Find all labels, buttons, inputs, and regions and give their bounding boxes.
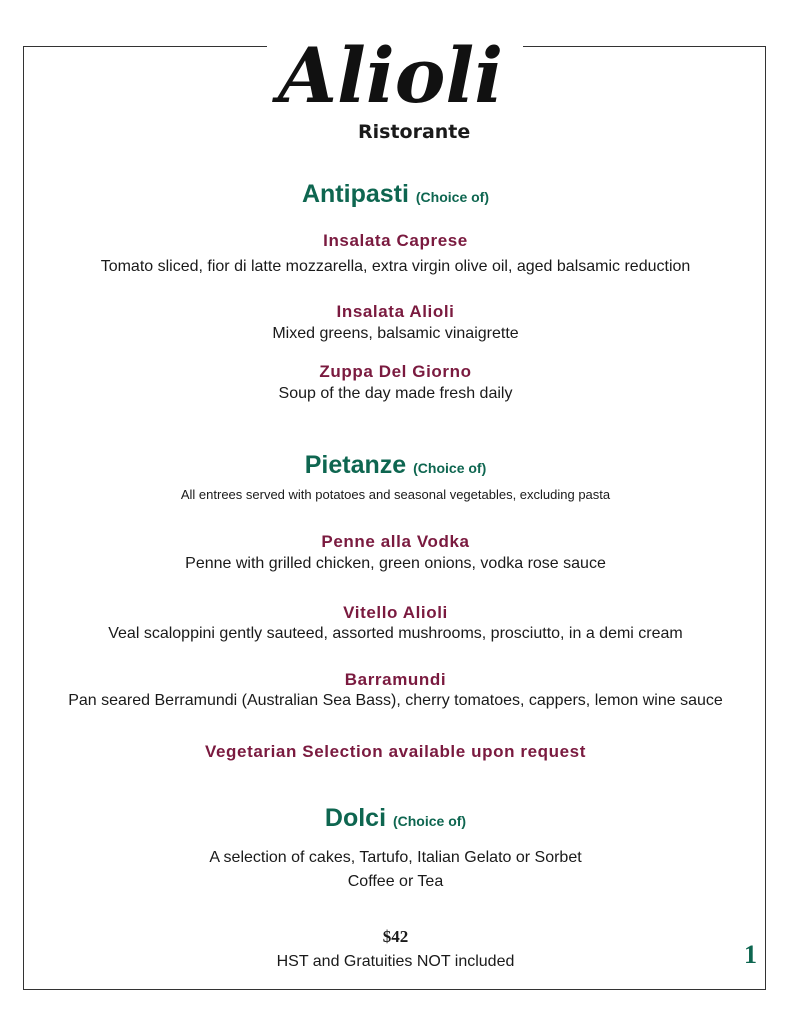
choice-note: (Choice of) [392,813,467,829]
menu-item-name: Insalata Alioli [336,302,455,321]
section-note: All entrees served with potatoes and seasonal vegetables, excluding pasta [180,487,611,502]
menu-item-name: Zuppa Del Giorno [319,362,472,381]
choice-note: (Choice of) [415,189,489,205]
section-antipasti-heading [0,180,791,209]
menu-item-description: Pan seared Berramundi (Australian Sea Bass), cherry tomatoes, cappers, lemon wine sauce [68,692,723,709]
menu-item-name: Vitello Alioli [343,603,448,622]
menu-item-description: Veal scaloppini gently sauteed, assorted mushrooms, prosciutto, in a demi cream [108,625,683,642]
tax-note: HST and Gratuities NOT included [276,953,515,970]
menu-price: $42 [382,927,409,946]
section-dolci-heading [0,804,791,833]
dessert-line: A selection of cakes, Tartufo, Italian Gelato or Sorbet [209,849,582,866]
section-pietanze-heading [0,451,791,480]
vegetarian-note: Vegetarian Selection available upon request [204,742,587,761]
section-title: Antipasti [301,180,409,208]
restaurant-logo [270,24,520,148]
section-title: Dolci [324,804,387,832]
menu-item-name: Barramundi [344,670,447,689]
logo-subtitle: Ristorante [358,121,471,143]
menu-item-name: Penne alla Vodka [321,532,470,551]
logo-wordmark: Alioli [278,31,504,120]
menu-item-description: Penne with grilled chicken, green onions, vodka rose sauce [185,555,606,572]
menu-item-description: Tomato sliced, fior di latte mozzarella, extra virgin olive oil, aged balsamic reduction [100,258,691,275]
menu-item-name: Insalata Caprese [323,231,468,250]
dessert-line: Coffee or Tea [347,873,444,890]
menu-item-description: Mixed greens, balsamic vinaigrette [272,325,519,342]
page-number: 1 [744,940,757,969]
menu-item-description: Soup of the day made fresh daily [278,385,513,402]
choice-note: (Choice of) [413,460,487,476]
section-title: Pietanze [304,451,407,479]
